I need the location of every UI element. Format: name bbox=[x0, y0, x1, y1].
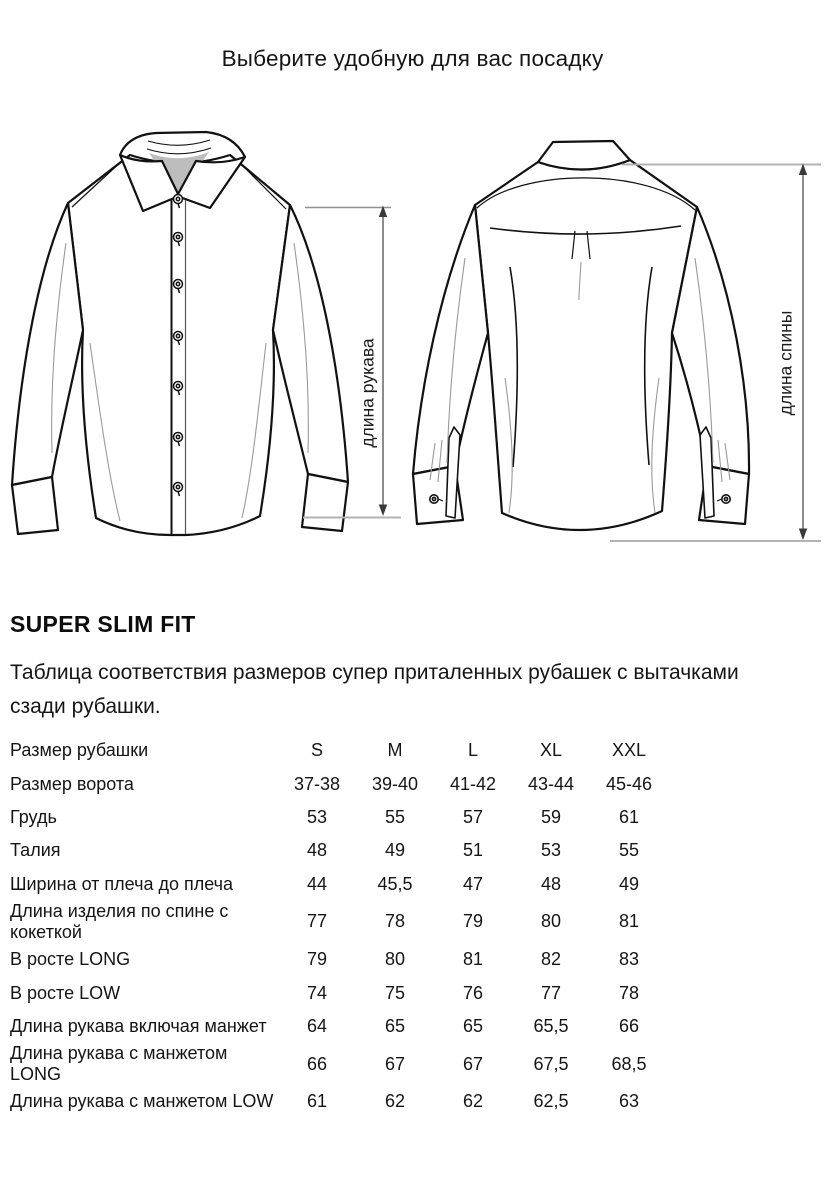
size-value-cell: 53 bbox=[306, 806, 328, 827]
size-value-cell: 66 bbox=[618, 1015, 640, 1036]
size-value-cell: 79 bbox=[462, 911, 484, 932]
row-label: Длина рукава включая манжет bbox=[10, 1015, 267, 1036]
size-value-cell: M bbox=[387, 740, 403, 761]
table-row bbox=[10, 901, 668, 943]
table-row bbox=[10, 943, 668, 976]
arrow-down-icon bbox=[799, 529, 807, 541]
row-label: Длина изделия по спине с кокеткой bbox=[10, 900, 229, 942]
size-value-cell: 77 bbox=[306, 911, 328, 932]
size-value-cell: 66 bbox=[306, 1053, 328, 1074]
table-row bbox=[10, 734, 668, 767]
size-value-cell: 53 bbox=[540, 840, 562, 861]
fit-heading: SUPER SLIM FIT bbox=[10, 611, 196, 637]
table-row bbox=[10, 1010, 668, 1043]
row-label: Ширина от плеча до плеча bbox=[10, 873, 234, 894]
size-value-cell: 65,5 bbox=[533, 1015, 569, 1036]
row-label: Талия bbox=[10, 840, 61, 861]
size-value-cell: 65 bbox=[462, 1015, 484, 1036]
size-value-cell: 55 bbox=[384, 806, 406, 827]
size-value-cell: 67,5 bbox=[533, 1053, 569, 1074]
size-value-cell: 81 bbox=[618, 911, 640, 932]
size-value-cell: 48 bbox=[540, 873, 562, 894]
size-table bbox=[10, 734, 668, 1119]
size-value-cell: 39-40 bbox=[371, 773, 419, 794]
size-value-cell: 62 bbox=[462, 1091, 484, 1112]
row-label: Размер ворота bbox=[10, 773, 134, 794]
size-value-cell: 41-42 bbox=[449, 773, 497, 794]
size-value-cell: 59 bbox=[540, 806, 562, 827]
size-value-cell: 48 bbox=[306, 840, 328, 861]
size-value-cell: 74 bbox=[306, 982, 328, 1003]
table-row bbox=[10, 801, 668, 834]
fit-description-line1: Таблица соответствия размеров супер приталенных рубашек с вытачками bbox=[10, 661, 739, 684]
fit-description bbox=[10, 656, 739, 724]
table-row bbox=[10, 976, 668, 1009]
table-row bbox=[10, 834, 668, 867]
size-value-cell: 51 bbox=[462, 840, 484, 861]
size-value-cell: 37-38 bbox=[293, 773, 341, 794]
size-value-cell: 45-46 bbox=[605, 773, 653, 794]
size-value-cell: 49 bbox=[384, 840, 406, 861]
size-value-cell: 61 bbox=[618, 806, 640, 827]
fit-description-line2: сзади рубашки. bbox=[10, 695, 161, 718]
size-value-cell: 78 bbox=[384, 911, 406, 932]
size-value-cell: 77 bbox=[540, 982, 562, 1003]
row-label: В росте LONG bbox=[10, 949, 131, 970]
table-row bbox=[10, 1085, 668, 1118]
size-value-cell: S bbox=[310, 740, 323, 761]
size-table-body bbox=[10, 734, 668, 1119]
size-value-cell: 65 bbox=[384, 1015, 406, 1036]
row-label: Размер рубашки bbox=[10, 740, 149, 761]
size-value-cell: 62,5 bbox=[533, 1091, 569, 1112]
table-row bbox=[10, 1043, 668, 1085]
size-value-cell: 67 bbox=[462, 1053, 484, 1074]
size-value-cell: 80 bbox=[384, 949, 406, 970]
size-value-cell: 68,5 bbox=[611, 1053, 647, 1074]
size-value-cell: 64 bbox=[306, 1015, 328, 1036]
table-row bbox=[10, 767, 668, 800]
size-value-cell: 55 bbox=[618, 840, 640, 861]
size-value-cell: 81 bbox=[462, 949, 484, 970]
back-length-label: длина спины bbox=[775, 310, 796, 416]
size-value-cell: 78 bbox=[618, 982, 640, 1003]
row-label: В росте LOW bbox=[10, 982, 121, 1003]
sleeve-length-label: длина рукава bbox=[357, 338, 378, 448]
size-value-cell: 83 bbox=[618, 949, 640, 970]
size-value-cell: 47 bbox=[462, 873, 484, 894]
size-value-cell: XXL bbox=[611, 740, 647, 761]
size-value-cell: 62 bbox=[384, 1091, 406, 1112]
size-value-cell: 80 bbox=[540, 911, 562, 932]
page-title: Выберите удобную для вас посадку bbox=[221, 46, 604, 71]
size-value-cell: 75 bbox=[384, 982, 406, 1003]
size-value-cell: 82 bbox=[540, 949, 562, 970]
size-value-cell: 63 bbox=[618, 1091, 640, 1112]
size-value-cell: 57 bbox=[462, 806, 484, 827]
row-label: Грудь bbox=[10, 806, 57, 827]
table-row bbox=[10, 868, 668, 901]
size-value-cell: 44 bbox=[306, 873, 328, 894]
size-value-cell: 76 bbox=[462, 982, 484, 1003]
arrow-down-icon bbox=[379, 505, 387, 517]
size-value-cell: 67 bbox=[384, 1053, 406, 1074]
size-value-cell: 43-44 bbox=[527, 773, 575, 794]
size-value-cell: 45,5 bbox=[377, 873, 413, 894]
size-value-cell: 79 bbox=[306, 949, 328, 970]
size-value-cell: L bbox=[467, 740, 478, 761]
size-value-cell: 61 bbox=[306, 1091, 328, 1112]
row-label: Длина рукава с манжетом LONG bbox=[10, 1043, 228, 1085]
size-value-cell: XL bbox=[539, 740, 563, 761]
row-label: Длина рукава с манжетом LOW bbox=[10, 1091, 274, 1112]
size-value-cell: 49 bbox=[618, 873, 640, 894]
